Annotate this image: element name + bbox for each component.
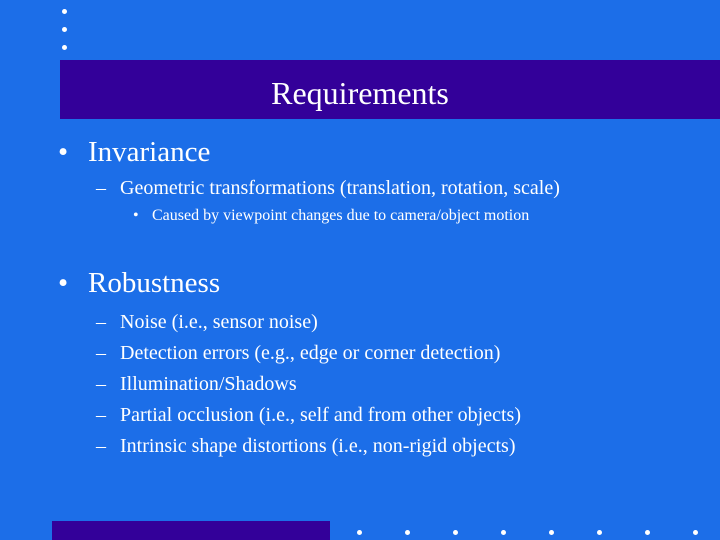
dash-mark: – [96, 177, 106, 199]
dash-mark: – [96, 435, 106, 457]
decorative-dot [405, 530, 410, 535]
list-item-text: Partial occlusion (i.e., self and from other objects) [120, 404, 521, 426]
list-item-text: Intrinsic shape distortions (i.e., non-rigid objects) [120, 435, 516, 457]
decorative-dot [62, 9, 67, 14]
subsub-item-text: Caused by viewpoint changes due to camera/object motion [152, 207, 530, 224]
list-item-text: Noise (i.e., sensor noise) [120, 311, 318, 333]
decorative-dot [62, 27, 67, 32]
decorative-dot [453, 530, 458, 535]
bullet-mark: • [58, 267, 69, 299]
sub-item-text: Geometric transformations (translation, rotation, scale) [120, 177, 560, 199]
slide-title: Requirements [271, 75, 449, 111]
list-item-text: Illumination/Shadows [120, 373, 297, 395]
decorative-dot [645, 530, 650, 535]
bullet-mark: • [58, 136, 69, 168]
bullet-mark: • [133, 207, 139, 224]
decorative-dot [549, 530, 554, 535]
decorative-dot [597, 530, 602, 535]
dash-mark: – [96, 404, 106, 426]
decorative-dot [693, 530, 698, 535]
list-item-text: Detection errors (e.g., edge or corner detection) [120, 342, 501, 364]
heading-robustness: Robustness [88, 267, 221, 299]
heading-invariance: Invariance [88, 136, 211, 168]
decorative-dot [357, 530, 362, 535]
dash-mark: – [96, 373, 106, 395]
decorative-dot [501, 530, 506, 535]
dash-mark: – [96, 342, 106, 364]
footer-bar [52, 521, 330, 540]
dash-mark: – [96, 311, 106, 333]
decorative-dot [62, 45, 67, 50]
